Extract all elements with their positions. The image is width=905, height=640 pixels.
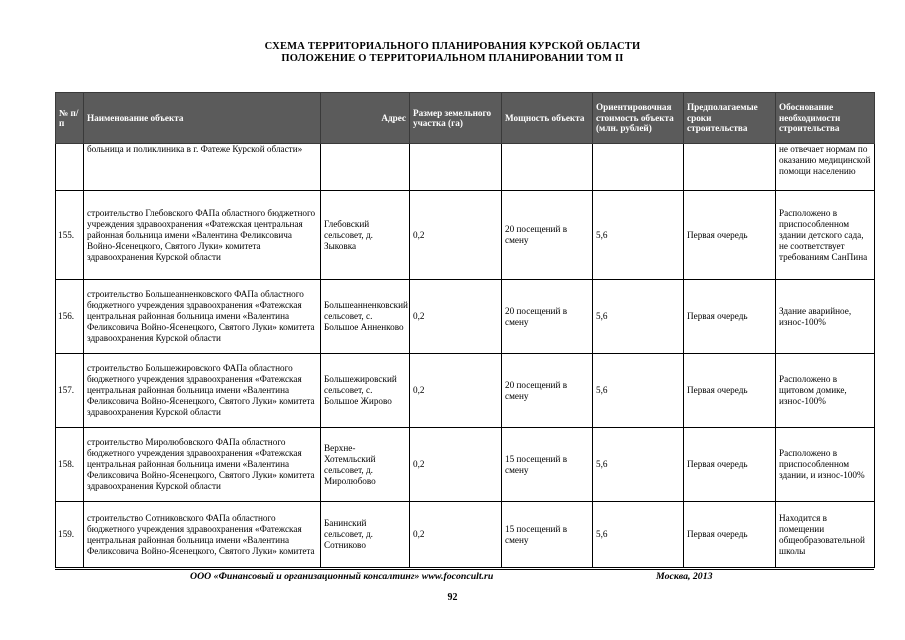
cell-cost [593,144,684,191]
cell-capacity [502,144,593,191]
cell-term: Первая очередь [684,191,776,280]
document-subtitle: ПОЛОЖЕНИЕ О ТЕРРИТОРИАЛЬНОМ ПЛАНИРОВАНИИ ТОМ II [281,53,624,64]
table-row [56,502,875,568]
cell-cost: 5,6 [593,428,684,502]
cell-cost: 5,6 [593,502,684,568]
column-header-cost: Ориентировочная стоимость объекта (млн. рублей) [593,93,684,144]
cell-reason: Находится в помещении общеобразовательной школы [776,502,875,568]
document-title: СХЕМА ТЕРРИТОРИАЛЬНОГО ПЛАНИРОВАНИЯ КУРСКОЙ ОБЛАСТИ [264,41,641,52]
cell-reason: Расположено в приспособленном здании, и износ-100% [776,428,875,502]
cell-term [684,144,776,191]
footer-place-year: Москва, 2013 [656,571,713,582]
column-header-address: Адрес [321,93,410,144]
cell-address: Глебовский сельсовет, д. Зыковка [321,191,410,280]
cell-capacity: 15 посещений в смену [502,428,593,502]
cell-name: строительство Большежировского ФАПа областного бюджетного учреждения здравоохранения «Фатежская центральная районная больница имени «Валентина Феликсовича Войно-Ясенецкого, Святого Луки» комитета здравоохранения Курской области [84,354,321,428]
objects-table [55,92,875,568]
table-row [56,428,875,502]
cell-area: 0,2 [410,428,502,502]
cell-cost: 5,6 [593,191,684,280]
cell-cost: 5,6 [593,280,684,354]
column-header-capacity: Мощность объекта [502,93,593,144]
column-header-reason: Обоснование необходимости строительства [776,93,875,144]
cell-name: строительство Глебовского ФАПа областного бюджетного учреждения здравоохранения «Фатежская центральная районная больница имени «Валентина Феликсовича Войно-Ясенецкого, Святого Луки» комитета здравоохранения Курской области [84,191,321,280]
cell-reason: Здание аварийное, износ-100% [776,280,875,354]
cell-area: 0,2 [410,280,502,354]
cell-name: строительство Сотниковского ФАПа областного бюджетного учреждения здравоохранения «Фатежская центральная районная больница имени «Валентина Феликсовича Войно-Ясенецкого, Святого Луки» комитета [84,502,321,568]
cell-area: 0,2 [410,354,502,428]
cell-number: 156. [56,280,84,354]
cell-number: 155. [56,191,84,280]
cell-reason: не отвечает нормам по оказанию медицинской помощи населению [776,144,875,191]
cell-capacity: 15 посещений в смену [502,502,593,568]
cell-number [56,144,84,191]
cell-address: Банинский сельсовет, д. Сотниково [321,502,410,568]
page-number: 92 [447,592,458,603]
footer-divider [55,569,874,570]
column-header-term: Предполагаемые сроки строительства [684,93,776,144]
cell-area: 0,2 [410,502,502,568]
cell-capacity: 20 посещений в смену [502,280,593,354]
cell-term: Первая очередь [684,354,776,428]
cell-name: больница и поликлиника в г. Фатеже Курской области» [84,144,321,191]
cell-name: строительство Миролюбовского ФАПа областного бюджетного учреждения здравоохранения «Фатежская центральная районная больница имени «Валентина Феликсовича Войно-Ясенецкого, Святого Луки» комитета здравоохранения Курской области [84,428,321,502]
cell-capacity: 20 посещений в смену [502,354,593,428]
column-header-number: № п/п [56,93,84,144]
column-header-area: Размер земельного участка (га) [410,93,502,144]
cell-name: строительство Большеанненковского ФАПа областного бюджетного учреждения здравоохранения «Фатежская центральная районная больница имени «Валентина Феликсовича Войно-Ясенецкого, Святого Луки» комитета здравоохранения Курской области [84,280,321,354]
table-row-continuation [56,144,875,191]
table-header-row [56,93,875,144]
cell-area [410,144,502,191]
cell-reason: Расположено в приспособленном здании детского сада, не соответствует требованиям СанПина [776,191,875,280]
cell-address: Большежировский сельсовет, с. Большое Жирово [321,354,410,428]
column-header-name: Наименование объекта [84,93,321,144]
footer-company: ООО «Финансовый и организационный консалтинг» www.foconcult.ru [190,571,494,582]
cell-address: Верхне-Хотемльский сельсовет, д. Миролюбово [321,428,410,502]
cell-number: 158. [56,428,84,502]
cell-term: Первая очередь [684,502,776,568]
cell-capacity: 20 посещений в смену [502,191,593,280]
cell-term: Первая очередь [684,280,776,354]
table-row [56,191,875,280]
cell-number: 159. [56,502,84,568]
table-row [56,354,875,428]
table-row [56,280,875,354]
cell-address: Большеанненковский сельсовет, с. Большое Анненково [321,280,410,354]
cell-reason: Расположено в щитовом домике, износ-100% [776,354,875,428]
cell-cost: 5,6 [593,354,684,428]
cell-address [321,144,410,191]
cell-term: Первая очередь [684,428,776,502]
cell-area: 0,2 [410,191,502,280]
cell-number: 157. [56,354,84,428]
